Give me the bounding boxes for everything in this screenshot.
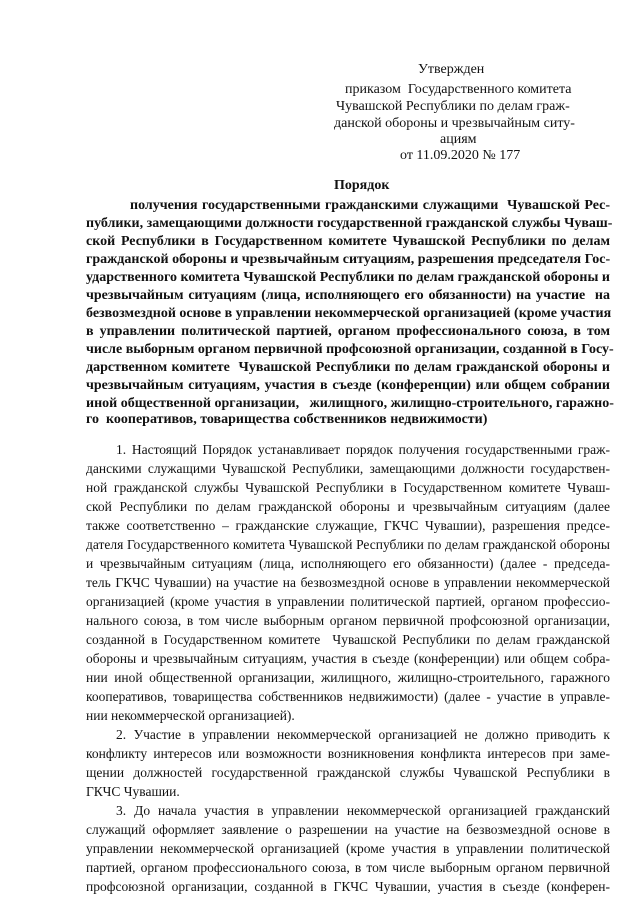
body-line: ГКЧС Чувашии. (86, 784, 180, 799)
body-line: нии иной общественной организации, жилищного, жилищно-строительного, гаражного (86, 670, 610, 685)
title-line: дарственном комитете Чувашской Республики по делам гражданской обороны и (86, 360, 610, 375)
approval-line: данской обороны и чрезвычайным ситу- (334, 116, 575, 131)
body-line: дателя Государственного комитета Чувашской Республики по делам гражданской обороны (86, 537, 610, 552)
title-line: ской Республики в Государственном комитете Чувашской Республики по делам (86, 234, 610, 249)
body-line: конфликту интересов или возможности возникновения конфликта интересов при заме- (86, 746, 610, 761)
title-line: в управлении политической партией, органом профессионального союза, в том (86, 324, 610, 339)
body-line: обороны и чрезвычайным ситуациям, участия в съезде (конференции) или общем собра- (86, 651, 610, 666)
document-title: Порядок (334, 178, 390, 193)
body-line: ной гражданской службы Чувашской Республики в Государственном комитете Чуваш- (86, 480, 610, 495)
body-line: щении должностей государственной гражданской службы Чувашской Республики в (86, 765, 610, 780)
title-line: чрезвычайным ситуациям (лица, исполняющего его обязанности) на участие на (86, 288, 610, 303)
approval-line: приказом Государственного комитета (345, 82, 572, 97)
title-line: публики, замещающими должности государственной гражданской службы Чуваш- (86, 216, 613, 231)
title-line: ударственного комитета Чувашской Республики по делам гражданской обороны и (86, 270, 610, 285)
body-line: кооперативов, товарищества собственников недвижимости) (далее - участие в управле- (86, 689, 610, 704)
title-line: гражданской обороны и чрезвычайным ситуациям, разрешения председателя Гос- (86, 252, 611, 267)
body-line: управлении некоммерческой организацией (кроме участия в управлении политической (86, 841, 610, 856)
body-line: данскими служащими Чувашской Республики, замещающими должности государствен- (86, 461, 610, 476)
body-line: нального союза, в том числе выборным органом первичной профсоюзной организации, (86, 613, 610, 628)
body-line: 2. Участие в управлении некоммерческой организацией не должно приводить к (116, 727, 610, 742)
approval-line: ациям (440, 132, 477, 147)
title-line: получения государственными гражданскими служащими Чувашской Рес- (130, 198, 610, 213)
body-line: нии некоммерческой организацией). (86, 708, 295, 723)
body-line: 1. Настоящий Порядок устанавливает порядок получения государственными граж- (116, 442, 610, 457)
title-line: числе выборным органом первичной профсоюзной организации, созданной в Госу- (86, 342, 614, 357)
body-line: служащий оформляет заявление о разрешении на участие на безвозмездной основе в (86, 822, 610, 837)
body-line: организацией (кроме участия в управлении политической партией, органом профессио- (86, 594, 610, 609)
body-line: профсоюзной организации, созданной в ГКЧС Чувашии, участия в съезде (конферен- (86, 879, 610, 894)
approval-line: Чувашской Республики по делам граж- (336, 99, 570, 114)
body-line: и чрезвычайным ситуациям (лица, исполняющего его обязанности) (далее - председа- (86, 556, 610, 571)
body-line: партией, органом профессионального союза, в том числе выборным органом первичной (86, 860, 610, 875)
approval-line: Утвержден (418, 62, 485, 77)
title-line: безвозмездной основе в управлении некоммерческой организацией (кроме участия (86, 306, 612, 321)
title-line: чрезвычайным ситуациям, участия в съезде (конференции) или общем собрании (86, 378, 610, 393)
body-line: созданной в Государственном комитете Чувашской Республики по делам гражданской (86, 632, 610, 647)
title-line: иной общественной организации, жилищного, жилищно-строительного, гаражно- (86, 396, 614, 411)
approval-line: от 11.09.2020 № 177 (400, 148, 521, 163)
body-line: 3. До начала участия в управлении некоммерческой организацией гражданский (116, 803, 610, 818)
body-line: ской Республики по делам гражданской обороны и чрезвычайным ситуациям (далее (86, 499, 610, 514)
body-line: тель ГКЧС Чувашии) на участие на безвозмездной основе в управлении некоммерческой (86, 575, 610, 590)
title-line: го кооперативов, товарищества собственников недвижимости) (86, 412, 488, 427)
body-line: также соответственно – гражданские служащие, ГКЧС Чувашии), разрешения предсе- (86, 518, 610, 533)
